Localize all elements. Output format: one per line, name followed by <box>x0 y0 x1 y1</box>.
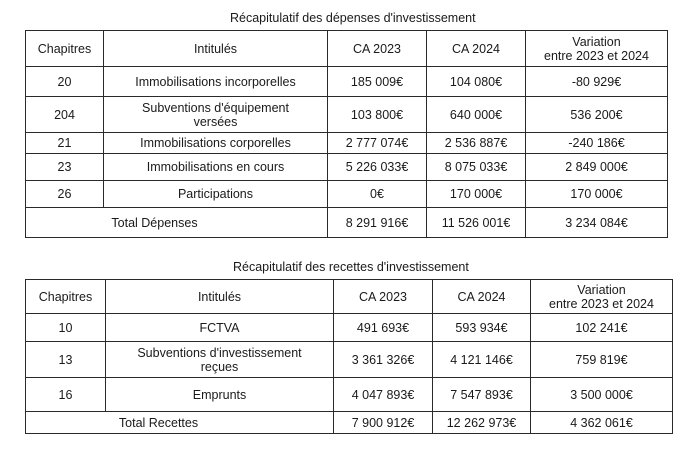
table-row <box>26 67 668 97</box>
variation-cell: 170 000€ <box>526 181 668 208</box>
header-ca2024: CA 2024 <box>427 31 526 67</box>
ca2024-cell: 8 075 033€ <box>427 154 526 181</box>
chapitre-cell: 13 <box>26 342 106 378</box>
table-row <box>26 154 668 181</box>
ca2023-cell: 3 361 326€ <box>334 342 433 378</box>
total-label: Total Dépenses <box>26 208 328 238</box>
recettes-header-row <box>26 280 673 314</box>
intitule-cell: Emprunts <box>106 378 334 412</box>
chapitre-cell: 26 <box>26 181 104 208</box>
depenses-header-row <box>26 31 668 67</box>
ca2023-cell: 103 800€ <box>328 97 427 133</box>
total-row <box>26 412 673 434</box>
header-variation: Variation entre 2023 et 2024 <box>531 280 673 314</box>
header-variation: Variation entre 2023 et 2024 <box>526 31 668 67</box>
ca2023-cell: 4 047 893€ <box>334 378 433 412</box>
ca2024-cell: 170 000€ <box>427 181 526 208</box>
header-chapitres: Chapitres <box>26 280 106 314</box>
intitule-cell: Subventions d'équipement versées <box>104 97 328 133</box>
total-label: Total Recettes <box>26 412 334 434</box>
ca2024-cell: 4 121 146€ <box>433 342 531 378</box>
table-row <box>26 314 673 342</box>
chapitre-cell: 21 <box>26 133 104 154</box>
total-variation: 4 362 061€ <box>531 412 673 434</box>
ca2023-cell: 5 226 033€ <box>328 154 427 181</box>
chapitre-cell: 204 <box>26 97 104 133</box>
total-variation: 3 234 084€ <box>526 208 668 238</box>
depenses-table <box>25 30 668 238</box>
ca2023-cell: 2 777 074€ <box>328 133 427 154</box>
ca2023-cell: 491 693€ <box>334 314 433 342</box>
total-ca2023: 8 291 916€ <box>328 208 427 238</box>
header-ca2023: CA 2023 <box>334 280 433 314</box>
ca2024-cell: 7 547 893€ <box>433 378 531 412</box>
ca2024-cell: 640 000€ <box>427 97 526 133</box>
ca2024-cell: 593 934€ <box>433 314 531 342</box>
intitule-cell: Immobilisations en cours <box>104 154 328 181</box>
ca2023-cell: 185 009€ <box>328 67 427 97</box>
total-row <box>26 208 668 238</box>
intitule-cell: FCTVA <box>106 314 334 342</box>
header-intitules: Intitulés <box>104 31 328 67</box>
header-ca2024: CA 2024 <box>433 280 531 314</box>
intitule-cell: Immobilisations incorporelles <box>104 67 328 97</box>
variation-cell: -80 929€ <box>526 67 668 97</box>
chapitre-cell: 16 <box>26 378 106 412</box>
depenses-title: Récapitulatif des dépenses d'investissement <box>230 11 476 25</box>
intitule-cell: Subventions d'investissement reçues <box>106 342 334 378</box>
table-row <box>26 133 668 154</box>
header-chapitres: Chapitres <box>26 31 104 67</box>
total-ca2024: 12 262 973€ <box>433 412 531 434</box>
intitule-cell: Participations <box>104 181 328 208</box>
table-row <box>26 378 673 412</box>
header-ca2023: CA 2023 <box>328 31 427 67</box>
ca2024-cell: 2 536 887€ <box>427 133 526 154</box>
table-row <box>26 97 668 133</box>
chapitre-cell: 10 <box>26 314 106 342</box>
variation-cell: 102 241€ <box>531 314 673 342</box>
header-intitules: Intitulés <box>106 280 334 314</box>
chapitre-cell: 20 <box>26 67 104 97</box>
table-row <box>26 181 668 208</box>
recettes-title: Récapitulatif des recettes d'investissement <box>233 260 469 274</box>
variation-cell: 3 500 000€ <box>531 378 673 412</box>
chapitre-cell: 23 <box>26 154 104 181</box>
variation-cell: -240 186€ <box>526 133 668 154</box>
variation-cell: 759 819€ <box>531 342 673 378</box>
table-row <box>26 342 673 378</box>
intitule-cell: Immobilisations corporelles <box>104 133 328 154</box>
ca2023-cell: 0€ <box>328 181 427 208</box>
variation-cell: 536 200€ <box>526 97 668 133</box>
variation-cell: 2 849 000€ <box>526 154 668 181</box>
ca2024-cell: 104 080€ <box>427 67 526 97</box>
recettes-table <box>25 279 673 434</box>
total-ca2024: 11 526 001€ <box>427 208 526 238</box>
total-ca2023: 7 900 912€ <box>334 412 433 434</box>
